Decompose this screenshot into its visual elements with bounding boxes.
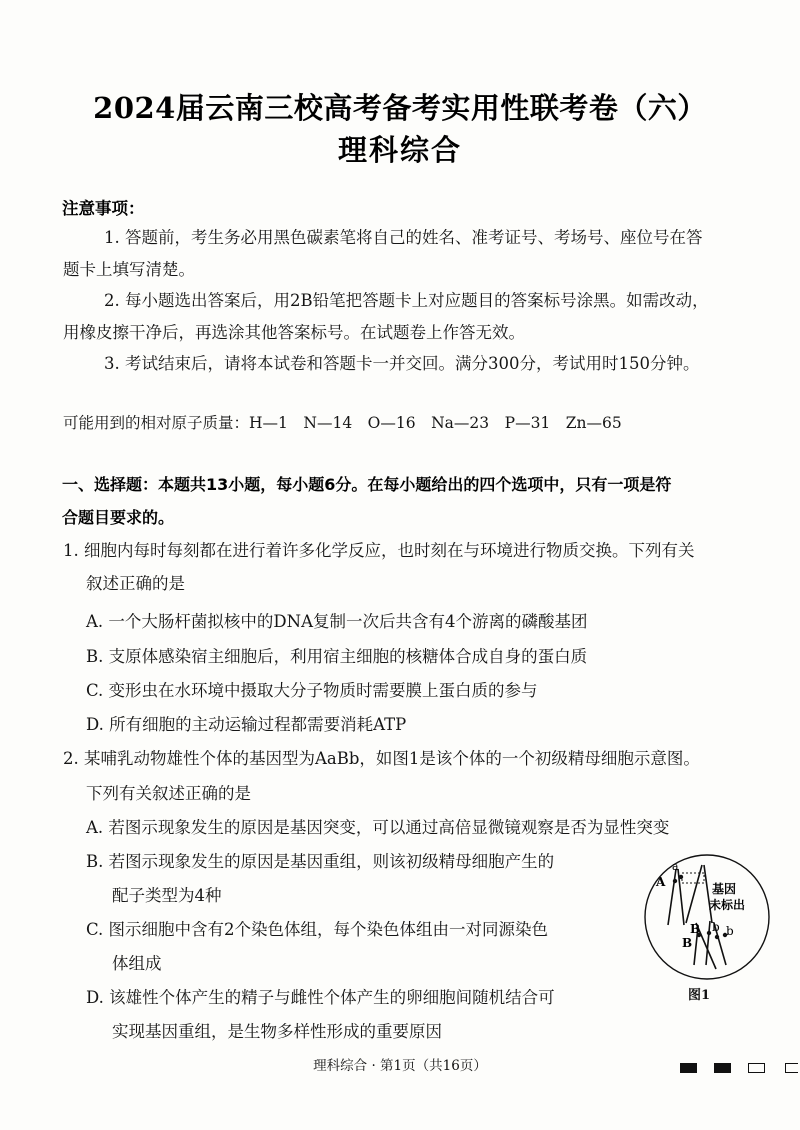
atomic-mass-label-text: 可能用到的相对原子质量： <box>63 414 250 432</box>
q1-option-c: C. 变形虫在水环境中摄取大分子物质时需要膜上蛋白质的参与 <box>86 681 538 700</box>
q2-option-b-line-1: B. 若图示现象发生的原因是基因重组，则该初级精母细胞产生的 <box>86 852 555 871</box>
section-1-heading-line-2: 合题目要求的。 <box>62 508 175 527</box>
highlight-box <box>682 873 704 883</box>
figure-note-line-2: 未标出 <box>709 898 746 912</box>
q2-stem-line-1: 2. 某哺乳动物雄性个体的基因型为AaBb，如图1是该个体的一个初级精母细胞示意图。 <box>63 749 700 768</box>
q2-option-c-line-2: 体组成 <box>112 954 162 973</box>
notes-item-1-line-2: 题卡上填写清楚。 <box>63 260 195 279</box>
atomic-mass-values: H—1 N—14 O—16 Na—23 P—31 Zn—65 <box>249 414 622 432</box>
gene-locus-dot <box>715 935 719 939</box>
gene-label-b-1: b <box>712 920 720 934</box>
page-footer: 理科综合 · 第1页（共16页） <box>313 1058 487 1074</box>
atomic-mass-label <box>63 412 622 434</box>
notes-item-3: 3. 考试结束后，请将本试卷和答题卡一并交回。满分300分，考试用时150分钟。 <box>104 354 700 373</box>
gene-locus-dot <box>707 931 711 935</box>
q1-stem-line-1: 1. 细胞内每时每刻都在进行着许多化学反应，也时刻在与环境进行物质交换。下列有关 <box>63 541 695 560</box>
notes-item-1-line-1: 1. 答题前，考生务必用黑色碳素笔将自己的姓名、准考证号、考场号、座位号在答 <box>104 228 703 247</box>
gene-locus-dot <box>679 875 683 879</box>
figure-note-line-1: 基因 <box>712 882 737 896</box>
gene-label-b-2: b <box>726 924 734 938</box>
scan-marker <box>785 1063 798 1073</box>
gene-label-B-2: B <box>682 936 693 950</box>
exam-subtitle: 理科综合 <box>337 133 462 167</box>
notes-item-2-line-2: 用橡皮擦干净后，再选涂其他答案标号。在试题卷上作答无效。 <box>63 323 525 342</box>
gene-label-a: a <box>672 860 679 873</box>
q2-option-d-line-1: D. 该雄性个体产生的精子与雌性个体产生的卵细胞间随机结合可 <box>86 988 555 1007</box>
q1-stem-line-2: 叙述正确的是 <box>86 574 185 593</box>
q2-option-d-line-2: 实现基因重组，是生物多样性形成的重要原因 <box>112 1022 442 1041</box>
q2-option-c-line-1: C. 图示细胞中含有2个染色体组，每个染色体组由一对同源染色 <box>86 920 549 939</box>
gene-label-A: A <box>656 875 666 889</box>
section-1-heading-line-1: 一、选择题：本题共13小题，每小题6分。在每小题给出的四个选项中，只有一项是符 <box>62 475 672 494</box>
figure-1-caption: 图1 <box>688 988 711 1003</box>
exam-title: 2024届云南三校高考备考实用性联考卷（六） <box>93 91 707 125</box>
q2-option-a: A. 若图示现象发生的原因是基因突变，可以通过高倍显微镜观察是否为显性突变 <box>86 818 670 837</box>
scan-marker <box>714 1063 731 1073</box>
q2-option-b-line-2: 配子类型为4种 <box>112 886 222 905</box>
notes-heading: 注意事项： <box>62 199 145 218</box>
q1-option-d: D. 所有细胞的主动运输过程都需要消耗ATP <box>86 715 407 734</box>
figure-1-cell-diagram <box>632 853 782 981</box>
upper-chromosome-pair <box>668 865 712 925</box>
scan-marker <box>680 1063 697 1073</box>
q1-option-b: B. 支原体感染宿主细胞后，利用宿主细胞的核糖体合成自身的蛋白质 <box>86 647 588 666</box>
q1-option-a: A. 一个大肠杆菌拟核中的DNA复制一次后共含有4个游离的磷酸基团 <box>86 612 588 631</box>
q2-stem-line-2: 下列有关叙述正确的是 <box>86 784 251 803</box>
gene-label-B: B <box>690 922 701 936</box>
scan-marker <box>748 1063 765 1073</box>
notes-item-2-line-1: 2. 每小题选出答案后，用2B铅笔把答题卡上对应题目的答案标号涂黑。如需改动， <box>104 291 709 310</box>
gene-locus-dot <box>673 879 677 883</box>
